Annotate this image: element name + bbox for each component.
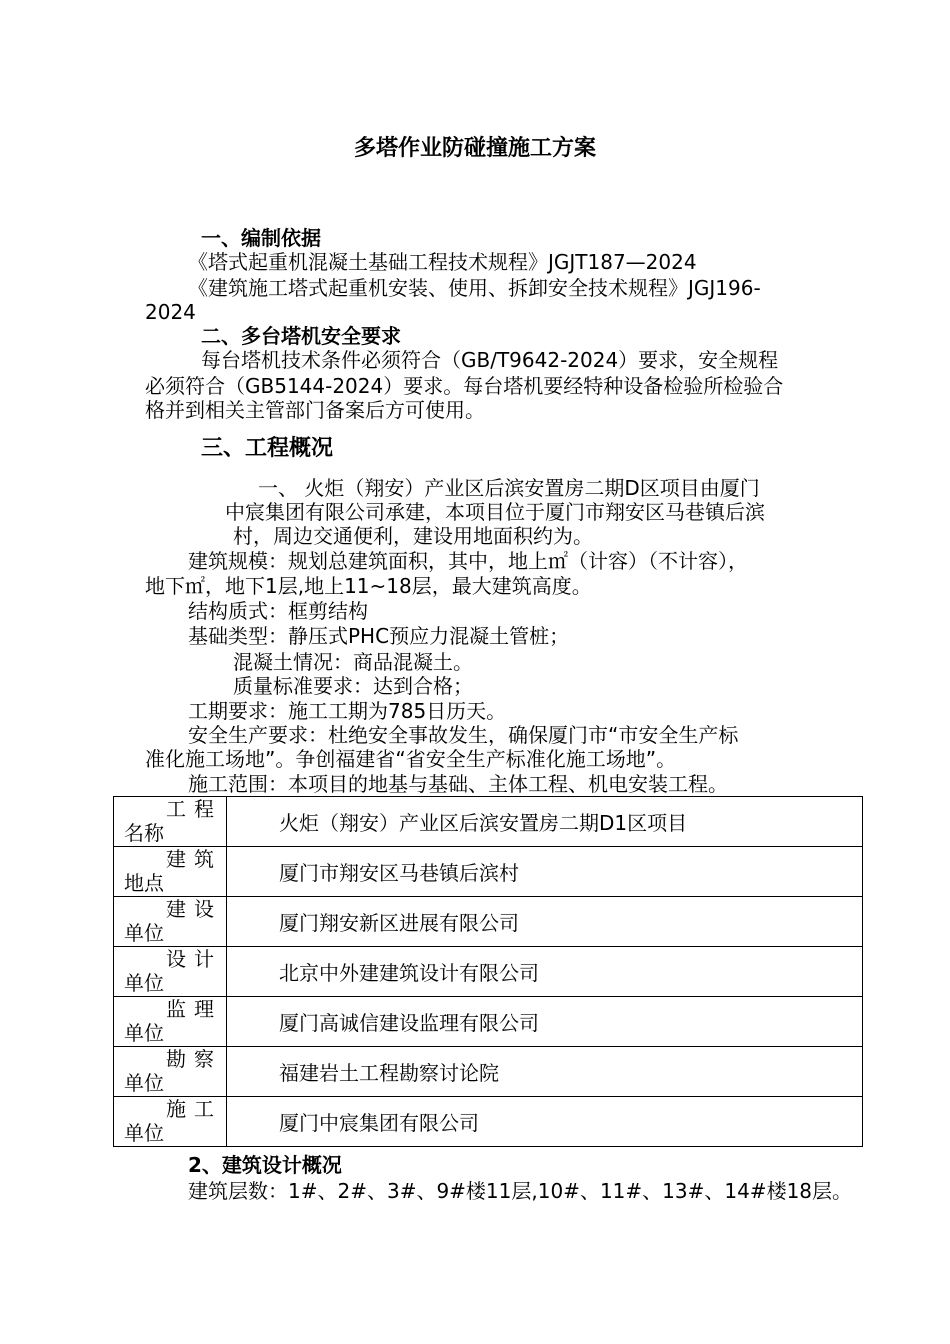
construction-scope: 施工范围：本项目的地基与基础、主体工程、机电安装工程。 bbox=[188, 772, 728, 796]
section-heading-safety: 二、多台塔机安全要求 bbox=[201, 324, 401, 348]
table-row-value: 厦门中宸集团有限公司 bbox=[227, 1097, 863, 1147]
table-row-value: 厦门翔安新区进展有限公司 bbox=[227, 897, 863, 947]
table-label-line-1: 设计 bbox=[166, 947, 222, 971]
construction-period: 工期要求：施工工期为785日历天。 bbox=[188, 699, 507, 723]
table-label-line-1: 施工 bbox=[166, 1097, 222, 1121]
project-info-table bbox=[113, 796, 863, 1147]
table-row-label bbox=[114, 997, 227, 1047]
table-row-label bbox=[114, 847, 227, 897]
safety-text-line-1: 每台塔机技术条件必须符合（GB/T9642-2024）要求，安全规程 bbox=[201, 348, 779, 372]
table-row-value: 火炬（翔安）产业区后滨安置房二期D1区项目 bbox=[227, 797, 863, 847]
table-label-line-2: 名称 bbox=[124, 821, 164, 845]
table-label-line-1: 工程 bbox=[166, 797, 222, 821]
table-label-line-1: 建筑 bbox=[166, 847, 222, 871]
table-row-label bbox=[114, 897, 227, 947]
reference-1: 《塔式起重机混凝土基础工程技术规程》JGJT187—2024 bbox=[188, 250, 697, 274]
table-row-label bbox=[114, 797, 227, 847]
overview-intro-line-1: 一、 火炬（翔安）产业区后滨安置房二期D区项目由厦门 bbox=[258, 476, 760, 500]
safety-text-line-3: 格并到相关主管部门备案后方可使用。 bbox=[145, 398, 485, 422]
reference-2-line-1: 《建筑施工塔式起重机安装、使用、拆卸安全技术规程》JGJ196- bbox=[188, 276, 761, 300]
table-row-value: 厦门高诚信建设监理有限公司 bbox=[227, 997, 863, 1047]
table-row bbox=[114, 847, 863, 897]
building-floors: 建筑层数：1#、2#、3#、9#楼11层,10#、11#、13#、14#楼18层。 bbox=[188, 1179, 853, 1203]
table-row-value: 福建岩土工程勘察讨论院 bbox=[227, 1047, 863, 1097]
table-label-line-2: 单位 bbox=[124, 1021, 164, 1045]
building-scale-line-1: 建筑规模：规划总建筑面积，其中，地上㎡（计容）（不计容）， bbox=[188, 549, 748, 573]
table-label-line-1: 建设 bbox=[166, 897, 222, 921]
quality-requirement: 质量标准要求：达到合格； bbox=[233, 674, 473, 698]
table-label-line-2: 单位 bbox=[124, 1071, 164, 1095]
table-label-line-2: 单位 bbox=[124, 971, 164, 995]
table-row bbox=[114, 1097, 863, 1147]
section-heading-basis: 一、编制依据 bbox=[201, 226, 321, 250]
table-row bbox=[114, 897, 863, 947]
overview-intro-line-2: 中宸集团有限公司承建，本项目位于厦门市翔安区马巷镇后滨 bbox=[225, 500, 765, 524]
safety-requirement-line-2: 准化施工场地”。争创福建省“省安全生产标准化施工场地”。 bbox=[145, 747, 677, 771]
table-row bbox=[114, 797, 863, 847]
concrete-info: 混凝土情况：商品混凝土。 bbox=[233, 650, 473, 674]
safety-requirement-line-1: 安全生产要求：杜绝安全事故发生，确保厦门市“市安全生产标 bbox=[188, 723, 739, 747]
table-label-line-2: 单位 bbox=[124, 921, 164, 945]
foundation-type: 基础类型：静压式PHC预应力混凝土管桩； bbox=[188, 624, 570, 648]
table-label-line-2: 单位 bbox=[124, 1121, 164, 1145]
structure-type: 结构质式：框剪结构 bbox=[188, 599, 368, 623]
table-row-label bbox=[114, 947, 227, 997]
reference-2-line-2: 2024 bbox=[145, 300, 196, 324]
table-row bbox=[114, 997, 863, 1047]
overview-intro-line-3: 村，周边交通便利，建设用地面积约为。 bbox=[233, 524, 593, 548]
table-label-line-1: 监理 bbox=[166, 997, 222, 1021]
table-row bbox=[114, 947, 863, 997]
table-row-value: 厦门市翔安区马巷镇后滨村 bbox=[227, 847, 863, 897]
section-heading-design: 2、建筑设计概况 bbox=[188, 1153, 342, 1177]
table-row-value: 北京中外建建筑设计有限公司 bbox=[227, 947, 863, 997]
table-row-label bbox=[114, 1047, 227, 1097]
safety-text-line-2: 必须符合（GB5144-2024）要求。每台塔机要经特种设备检验所检验合 bbox=[145, 374, 784, 398]
table-row-label bbox=[114, 1097, 227, 1147]
table-label-line-1: 勘察 bbox=[166, 1047, 222, 1071]
table-label-line-2: 地点 bbox=[124, 871, 164, 895]
building-scale-line-2: 地下㎡，地下1层,地上11~18层，最大建筑高度。 bbox=[145, 574, 592, 598]
document-title: 多塔作业防碰撞施工方案 bbox=[353, 136, 596, 161]
section-heading-overview: 三、工程概况 bbox=[201, 436, 334, 461]
table-row bbox=[114, 1047, 863, 1097]
